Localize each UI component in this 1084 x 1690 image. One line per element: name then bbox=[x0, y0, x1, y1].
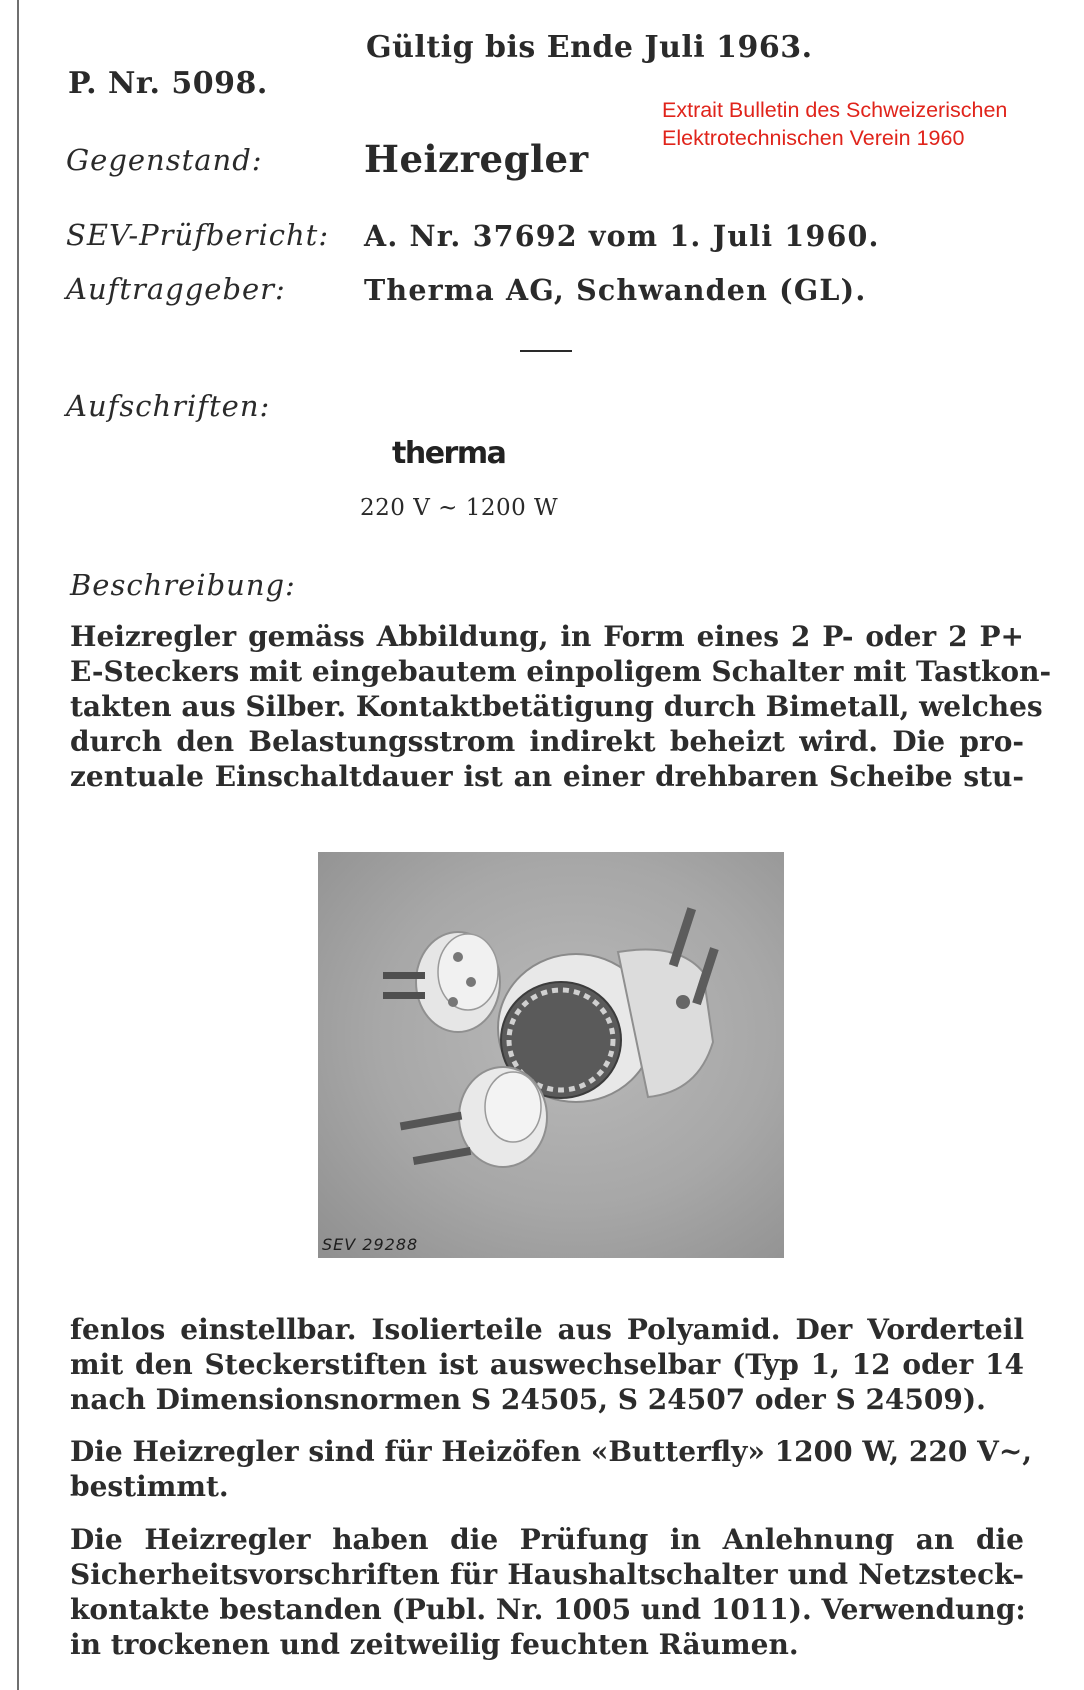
description-paragraph-2 bbox=[70, 1312, 1024, 1417]
therma-logo: therma bbox=[392, 436, 506, 471]
client-value: Therma AG, Schwanden (GL). bbox=[364, 273, 867, 307]
text-line: bestimmt. bbox=[70, 1470, 229, 1503]
description-paragraph-3 bbox=[70, 1434, 1033, 1504]
source-annotation bbox=[662, 96, 1007, 152]
subject-label: Gegenstand: bbox=[66, 143, 263, 177]
page-left-border bbox=[17, 0, 19, 1690]
section-divider bbox=[520, 350, 572, 352]
heat-regulator-plugs-illustration bbox=[318, 852, 784, 1258]
report-label: SEV-Prüfbericht: bbox=[66, 218, 330, 252]
permit-number: P. Nr. 5098. bbox=[68, 66, 268, 101]
report-value: A. Nr. 37692 vom 1. Juli 1960. bbox=[364, 219, 880, 253]
validity-line: Gültig bis Ende Juli 1963. bbox=[366, 30, 813, 65]
subject-value: Heizregler bbox=[364, 137, 589, 181]
text-line: durch den Belastungsstrom indirekt beheizt wird. Die pro- bbox=[70, 725, 1024, 758]
text-line: fenlos einstellbar. Isolierteile aus Polyamid. Der Vorderteil bbox=[70, 1313, 1024, 1346]
left-plug-insert bbox=[383, 932, 500, 1032]
text-line: in trockenen und zeitweilig feuchten Räumen. bbox=[70, 1628, 799, 1661]
markings-label: Aufschriften: bbox=[66, 389, 271, 423]
annotation-line-2: Elektrotechnischen Verein 1960 bbox=[662, 126, 965, 150]
bottom-plug-insert bbox=[400, 1067, 547, 1167]
text-line: mit den Steckerstiften ist auswechselbar (Typ 1, 12 oder 14 bbox=[70, 1348, 1024, 1381]
description-paragraph-1 bbox=[70, 619, 1052, 794]
client-label: Auftraggeber: bbox=[66, 272, 286, 306]
photo-caption: SEV 29288 bbox=[322, 1235, 419, 1254]
large-regulator bbox=[498, 907, 719, 1102]
description-paragraph-4 bbox=[70, 1522, 1024, 1662]
text-line: Heizregler gemäss Abbildung, in Form eines 2 P- oder 2 P+ bbox=[70, 620, 1024, 653]
description-label: Beschreibung: bbox=[70, 568, 296, 602]
text-line: Die Heizregler haben die Prüfung in Anlehnung an die bbox=[70, 1523, 1024, 1556]
text-line: nach Dimensionsnormen S 24505, S 24507 oder S 24509). bbox=[70, 1383, 986, 1416]
text-line: Sicherheitsvorschriften für Haushaltschalter und Netzsteck- bbox=[70, 1558, 1024, 1591]
rating-marking: 220 V ~ 1200 W bbox=[360, 495, 559, 521]
text-line: zentuale Einschaltdauer ist an einer drehbaren Scheibe stu- bbox=[70, 760, 1024, 793]
text-line: takten aus Silber. Kontaktbetätigung durch Bimetall, welches bbox=[70, 690, 1043, 723]
text-line: Die Heizregler sind für Heizöfen «Butterfly» 1200 W, 220 V~, bbox=[70, 1435, 1033, 1468]
text-line: E-Steckers mit eingebautem einpoligem Schalter mit Tastkon- bbox=[70, 655, 1052, 688]
annotation-line-1: Extrait Bulletin des Schweizerischen bbox=[662, 98, 1008, 122]
text-line: kontakte bestanden (Publ. Nr. 1005 und 1011). Verwendung: bbox=[70, 1593, 1026, 1626]
product-photo bbox=[318, 852, 784, 1258]
